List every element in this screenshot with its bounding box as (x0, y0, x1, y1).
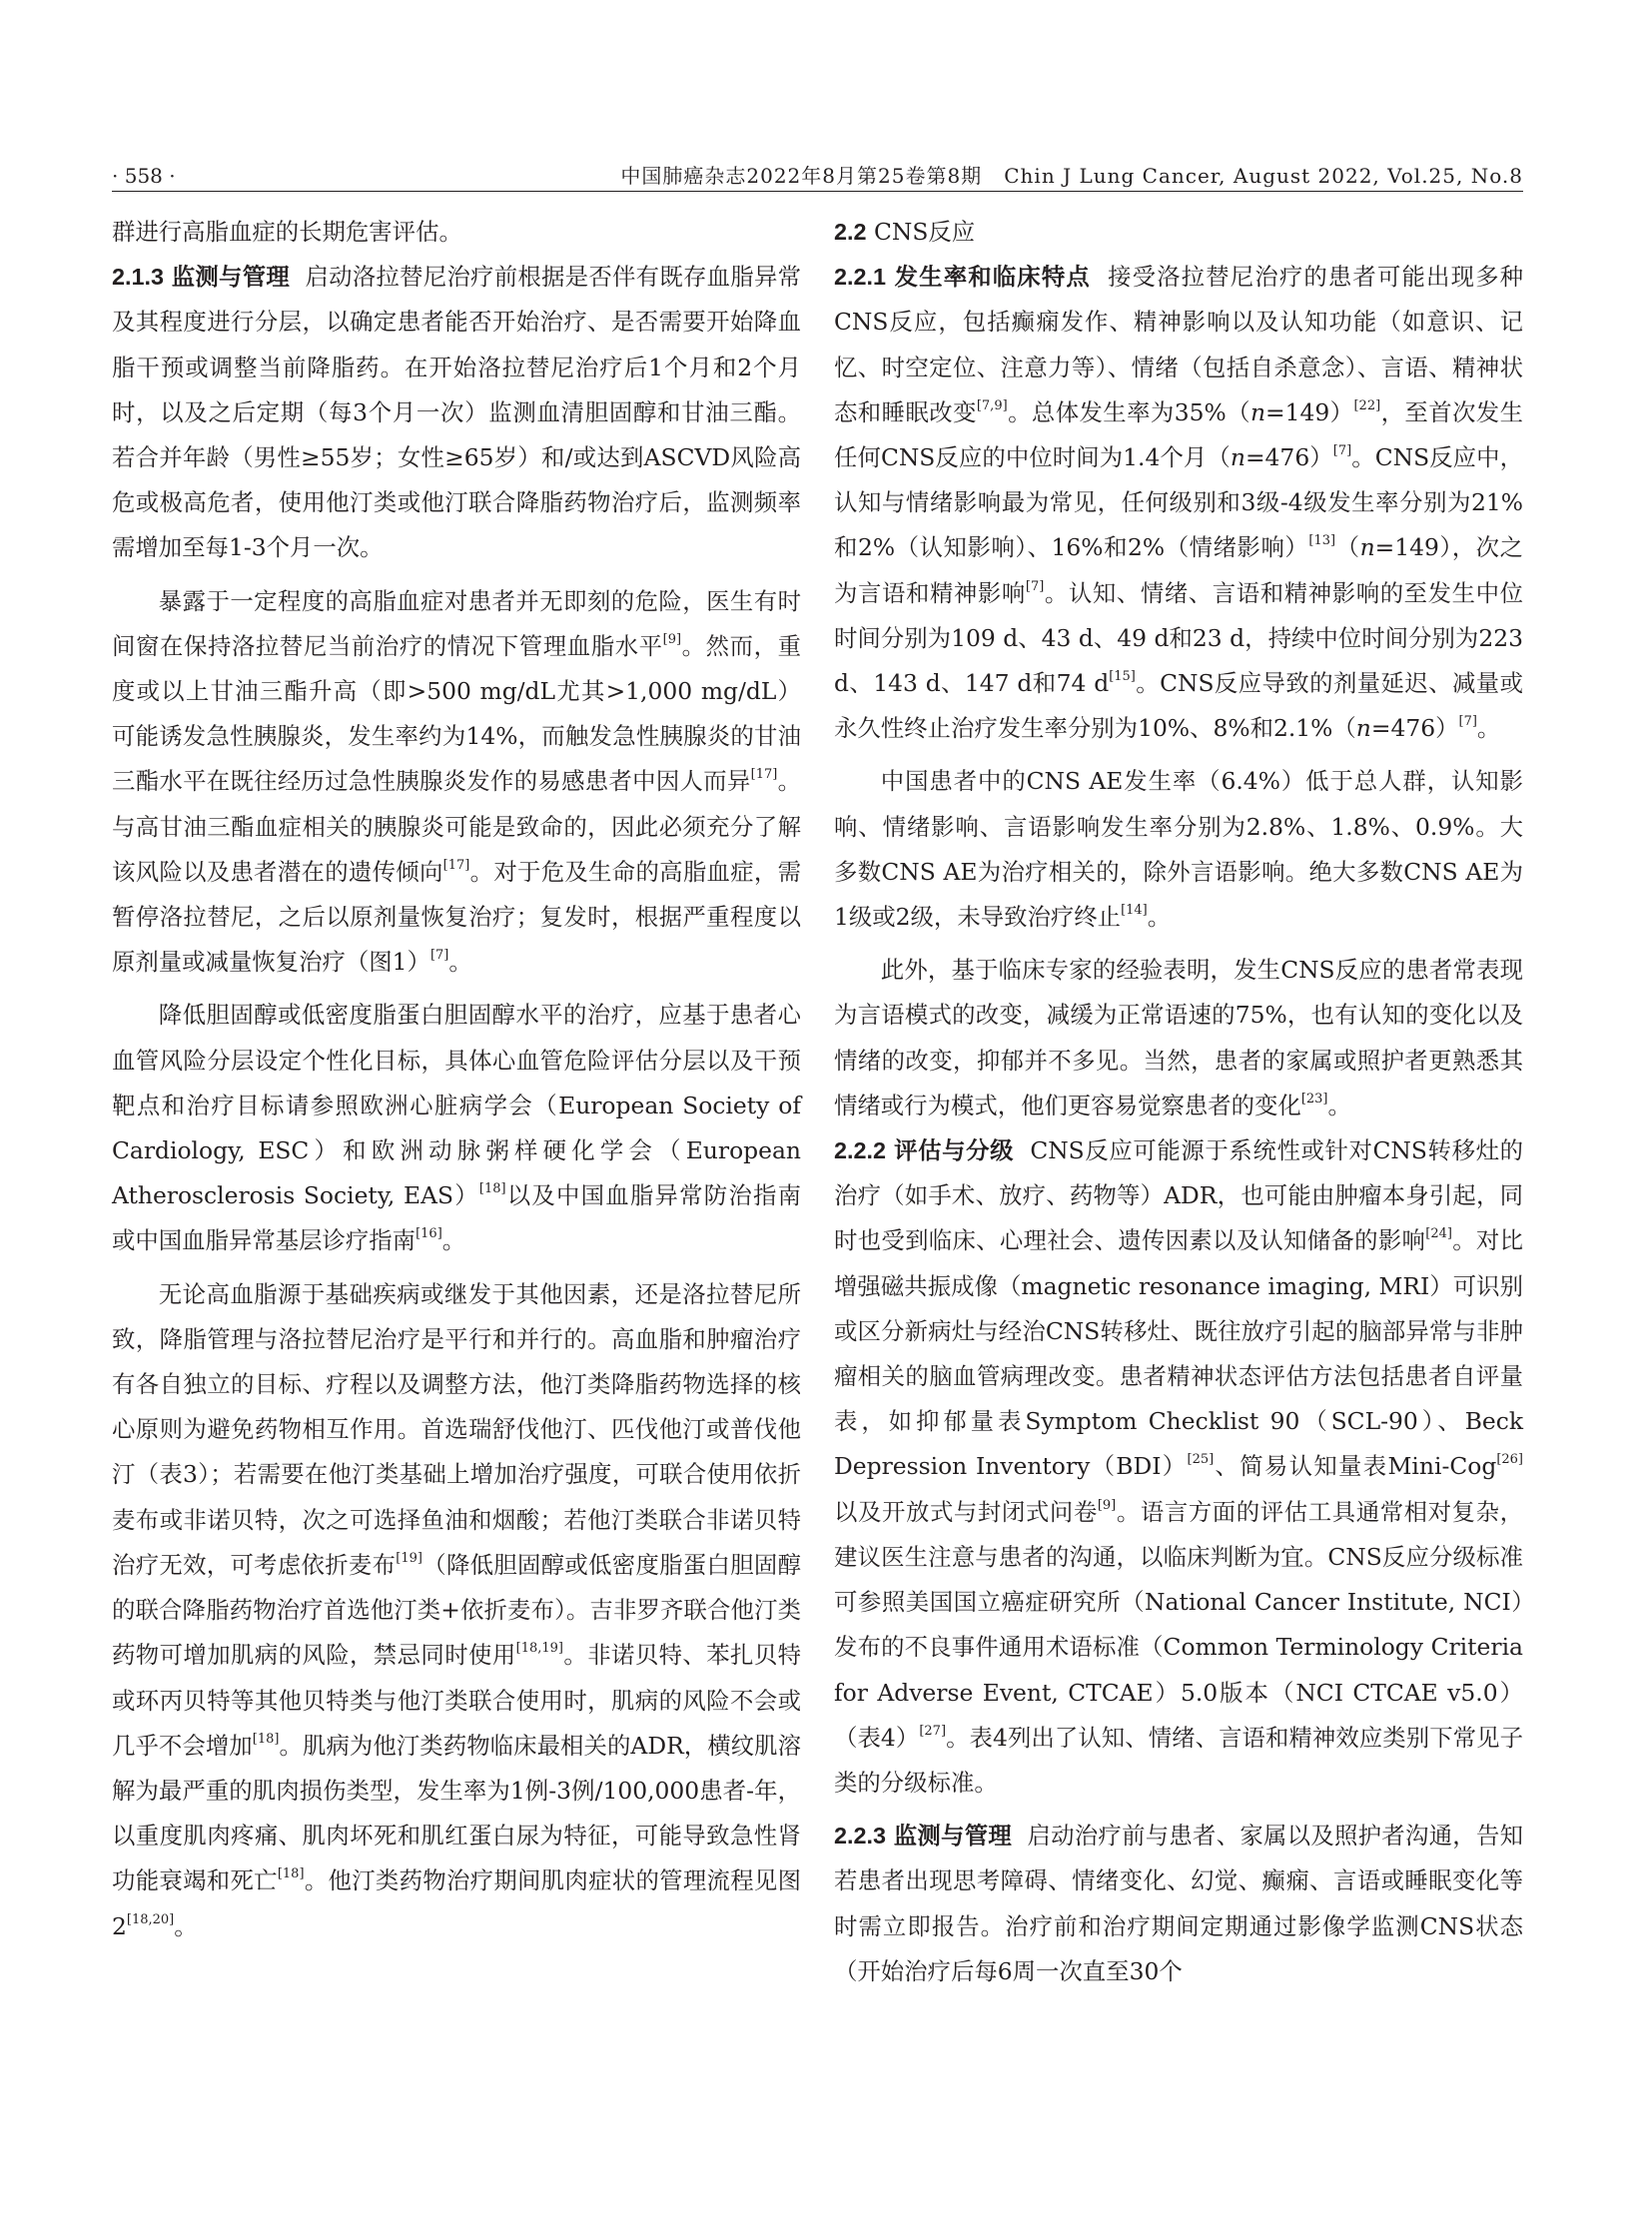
citation: [15] (1109, 668, 1136, 684)
running-header (112, 158, 1523, 194)
citation: [27] (919, 1723, 947, 1739)
citation: [7] (1458, 714, 1477, 730)
citation: [18,19] (515, 1641, 563, 1657)
section-heading: 监测与管理 (893, 1823, 1013, 1850)
citation: [17] (750, 767, 778, 783)
citation: [14] (1121, 903, 1148, 918)
citation: [25] (1187, 1452, 1215, 1468)
section-number: 2.2.2 (834, 1137, 887, 1164)
citation: [19] (396, 1550, 422, 1566)
page-number: · 558 · (112, 164, 176, 188)
citation: [26] (1496, 1452, 1523, 1468)
section-2-2-1: 2.2.1 发生率和临床特点 接受洛拉替尼治疗的患者可能出现多种CNS反应，包括癫痫发作、精神影响以及认知功能（如意识、记忆、时空定位、注意力等）、情绪（包括自杀意念）、言语、精神状态和睡眠改变[7,9]。总体发生率为35%（n=149）[22]，至首次发生任何CNS反应的中位时间为1.4个月（n=476）[7]。CNS反应中，认知与情绪影响最为常见，任何级别和3级-4级发生率分别为21%和2%（认知影响）、16%和2%（情绪影响）[13]（n=149），次之为言语和精神影响[7]。认知、情绪、言语和精神影响的至发生中位时间分别为109 d、43 d、49 d和23 d，持续中位时间分别为223 d、143 d、147 d和74 d[15]。CNS反应导致的剂量延迟、减量或永久性终止治疗发生率分别为10%、8%和2.1%（n=476）[7]。 (834, 263, 1524, 743)
section-2-2-2: 2.2.2 评估与分级 CNS反应可能源于系统性或针对CNS转移灶的治疗（如手术、放疗、药物等）ADR，也可能由肿瘤本身引起，同时也受到临床、心理社会、遗传因素以及认知储备的影响[24]。对比增强磁共振成像（magnetic resonance imaging, MRI）可识别或区分新病灶与经治CNS转移灶、既往放疗引起的脑部异常与非肿瘤相关的脑血管病理改变。患者精神状态评估方法包括患者自评量表，如抑郁量表Symptom Checklist 90（SCL-90）、Beck Depression Inventory（BDI）[25]、简易认知量表Mini-Cog[26]以及开放式与封闭式问卷[9]。语言方面的评估工具通常相对复杂，建议医生注意与患者的沟通，以临床判断为宜。CNS反应分级标准可参照美国国立癌症研究所（National Cancer Institute, NCI）发布的不良事件通用术语标准（Common Terminology Criteria for Adverse Event, CTCAE）5.0版本（NCI CTCAE v5.0）（表4）[27]。表4列出了认知、情绪、言语和精神效应类别下常见子类的分级标准。 (834, 1136, 1524, 1797)
section-number: 2.2.3 (834, 1823, 887, 1850)
section-number: 2.2.1 (834, 264, 887, 291)
section-2-2-heading (834, 210, 1523, 255)
paragraph-statin-management: 无论高血脂源于基础疾病或继发于其他因素，还是洛拉替尼所致，降脂管理与洛拉替尼治疗是平行和并行的。高血脂和肿瘤治疗有各自独立的目标、疗程以及调整方法，他汀类降脂药物选择的核心原则为避免药物相互作用。首选瑞舒伐他汀、匹伐他汀或普伐他汀（表3）；若需要在他汀类基础上增加治疗强度，可联合使用依折麦布或非诺贝特，次之可选择鱼油和烟酸；若他汀类联合非诺贝特治疗无效，可考虑依折麦布[19]（降低胆固醇或低密度脂蛋白胆固醇的联合降脂药物治疗首选他汀类+依折麦布）。吉非罗齐联合他汀类药物可增加肌病的风险，禁忌同时使用[18,19]。非诺贝特、苯扎贝特或环丙贝特等其他贝特类与他汀类联合使用时，肌病的风险不会或几乎不会增加[18]。肌病为他汀类药物临床最相关的ADR，横纹肌溶解为最严重的肌肉损伤类型，发生率为1例-3例/100,000患者-年，以重度肌肉疼痛、肌肉坏死和肌红蛋白尿为特征，可能导致急性肾功能衰竭和死亡[18]。他汀类药物治疗期间肌肉症状的管理流程见图2[18,20]。 (112, 1279, 802, 1940)
citation: [24] (1425, 1226, 1452, 1242)
paragraph-clinical-experience: 此外，基于临床专家的经验表明，发生CNS反应的患者常表现为言语模式的改变，减缓为正常语速的75%，也有认知的变化以及情绪的改变，抑郁并不多见。当然，患者的家属或照护者更熟悉其情绪或行为模式，他们更容易觉察患者的变化[23]。 (834, 956, 1523, 1119)
citation: [17] (442, 857, 470, 873)
left-column (112, 210, 801, 1949)
citation: [9] (1097, 1497, 1117, 1513)
header-rule (112, 191, 1523, 192)
citation: [18,20] (126, 1911, 175, 1927)
citation: [16] (415, 1226, 442, 1242)
section-number: 2.2 (834, 219, 867, 245)
section-heading: 评估与分级 (894, 1137, 1015, 1164)
section-2-1-3: 2.1.3 监测与管理 启动洛拉替尼治疗前根据是否伴有既存血脂异常及其程度进行分层，以确定患者能否开始治疗、是否需要开始降血脂干预或调整当前降脂药。在开始洛拉替尼治疗后1个月和2个月时，以及之后定期（每3个月一次）监测血清胆固醇和甘油三酯。若合并年龄（男性≥55岁；女性≥65岁）和/或达到ASCVD风险高危或极高危者，使用他汀类或他汀联合降脂药物治疗后，监测频率需增加至每1-3个月一次。 (112, 263, 801, 562)
section-heading: 监测与管理 (171, 264, 291, 291)
right-column (834, 210, 1523, 1994)
citation: [22] (1353, 397, 1381, 413)
journal-name-cn: 中国肺癌杂志2022年8月第25卷第8期 (620, 164, 983, 188)
citation: [18] (277, 1866, 305, 1882)
citation: [9] (662, 631, 682, 647)
paragraph-cholesterol-targets: 降低胆固醇或低密度脂蛋白胆固醇水平的治疗，应基于患者心血管风险分层设定个性化目标，具体心血管危险评估分层以及干预靶点和治疗目标请参照欧洲心脏病学会（European Society of Cardiology, ESC）和欧洲动脉粥样硬化学会（European Atherosclerosis Society, EAS）[18]以及中国血脂异常防治指南或中国血脂异常基层诊疗指南[16]。 (112, 1001, 802, 1255)
citation: [18] (478, 1181, 506, 1197)
section-number: 2.1.3 (112, 264, 165, 291)
section-heading: 发生率和临床特点 (894, 264, 1091, 291)
citation: [23] (1300, 1091, 1328, 1107)
paragraph-lipid-risk: 暴露于一定程度的高脂血症对患者并无即刻的危险，医生有时间窗在保持洛拉替尼当前治疗的情况下管理血脂水平[9]。然而，重度或以上甘油三酯升高（即>500 mg/dL尤其>1,000 mg/dL）可能诱发急性胰腺炎，发生率约为14%，而触发急性胰腺炎的甘油三酯水平在既往经历过急性胰腺炎发作的易感患者中因人而异[17]。与高甘油三酯血症相关的胰腺炎可能是致命的，因此必须充分了解该风险以及患者潜在的遗传倾向[17]。对于危及生命的高脂血症，需暂停洛拉替尼，之后以原剂量恢复治疗；复发时，根据严重程度以原剂量或减量恢复治疗（图1）[7]。 (112, 586, 802, 977)
citation: [7] (429, 948, 449, 964)
journal-citation (620, 158, 1523, 194)
citation: [18] (252, 1731, 280, 1747)
citation: [7] (1332, 442, 1352, 458)
section-2-2-3: 2.2.3 监测与管理 启动治疗前与患者、家属以及照护者沟通，告知若患者出现思考障碍、情绪变化、幻觉、癫痫、言语或睡眠变化等时需立即报告。治疗前和治疗期间定期通过影像学监测CNS状态（开始治疗后每6周一次直至30个 (834, 1822, 1523, 1985)
journal-name-en: Chin J Lung Cancer, August 2022, Vol.25, No.8 (1004, 164, 1523, 188)
paragraph-chinese-patients: 中国患者中的CNS AE发生率（6.4%）低于总人群，认知影响、情绪影响、言语影响发生率分别为2.8%、1.8%、0.9%。大多数CNS AE为治疗相关的，除外言语影响。绝大多数CNS AE为1级或2级，未导致治疗终止[14]。 (834, 767, 1523, 932)
citation: [7] (1025, 578, 1045, 594)
citation: [7,9] (976, 397, 1008, 413)
section-title: CNS反应 (873, 218, 976, 246)
paragraph-continuation: 群进行高脂血症的长期危害评估。 (112, 218, 462, 246)
citation: [13] (1308, 533, 1336, 549)
